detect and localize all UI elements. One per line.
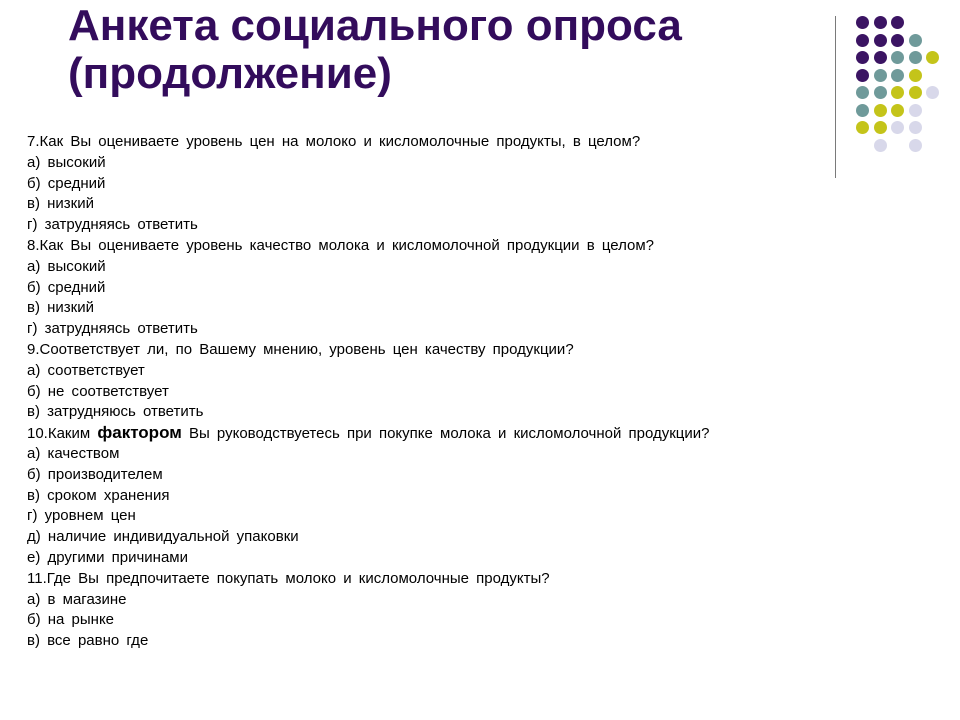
question-11-option-b: б) на рынке bbox=[27, 611, 115, 629]
question-11-text: 11.Где Вы предпочитаете покупать молоко и кисломолочные продукты? bbox=[27, 569, 550, 587]
slide-title-line-2: (продолжение) bbox=[68, 49, 392, 98]
question-10-suffix: Вы руководствуетесь при покупке молока и кисломолочной продукции? bbox=[181, 425, 710, 443]
question-10-text bbox=[27, 423, 927, 444]
decorative-dot bbox=[891, 104, 904, 117]
decorative-dot bbox=[891, 69, 904, 82]
question-block-8 bbox=[27, 236, 927, 340]
question-8-option-c: в) низкий bbox=[27, 299, 94, 317]
decorative-dot bbox=[874, 16, 887, 29]
decorative-dot bbox=[909, 34, 922, 47]
decorative-dot bbox=[856, 69, 869, 82]
decorative-dot bbox=[891, 16, 904, 29]
decorative-dot bbox=[874, 86, 887, 99]
question-10-option-c: в) сроком хранения bbox=[27, 486, 170, 504]
decorative-dot bbox=[909, 69, 922, 82]
decorative-dot bbox=[856, 104, 869, 117]
decorative-dot bbox=[874, 34, 887, 47]
question-block-10 bbox=[27, 423, 927, 569]
question-block-9 bbox=[27, 340, 927, 423]
question-9-option-b: б) не соответствует bbox=[27, 382, 169, 400]
decorative-dot bbox=[909, 51, 922, 64]
question-7-option-d: г) затрудняясь ответить bbox=[27, 216, 198, 234]
question-9-text: 9.Соответствует ли, по Вашему мнению, уровень цен качеству продукции? bbox=[27, 340, 574, 358]
question-11-option-a: а) в магазине bbox=[27, 590, 127, 608]
question-10-emphasis: фактором bbox=[97, 423, 182, 443]
question-10-option-e: д) наличие индивидуальной упаковки bbox=[27, 528, 299, 546]
question-7-option-b: б) средний bbox=[27, 174, 106, 192]
question-7-text: 7.Как Вы оцениваете уровень цен на молоко и кисломолочные продукты, в целом? bbox=[27, 133, 641, 150]
decorative-dot bbox=[856, 16, 869, 29]
question-block-11 bbox=[27, 569, 927, 652]
question-10-option-f: е) другими причинами bbox=[27, 548, 188, 566]
decorative-dot bbox=[856, 86, 869, 99]
question-10-option-d: г) уровнем цен bbox=[27, 507, 136, 525]
decorative-dot bbox=[891, 34, 904, 47]
question-9-option-a: а) соответствует bbox=[27, 361, 145, 379]
decorative-dot bbox=[874, 51, 887, 64]
decorative-dot bbox=[926, 51, 939, 64]
decorative-dot bbox=[926, 86, 939, 99]
decorative-dot bbox=[891, 51, 904, 64]
question-8-option-a: а) высокий bbox=[27, 257, 106, 275]
question-11-option-c: в) все равно где bbox=[27, 632, 149, 650]
questionnaire-body bbox=[27, 132, 927, 652]
question-7-option-c: в) низкий bbox=[27, 195, 94, 213]
question-8-option-b: б) средний bbox=[27, 278, 106, 296]
question-8-text: 8.Как Вы оцениваете уровень качество молока и кисломолочной продукции в целом? bbox=[27, 236, 655, 254]
decorative-dot bbox=[891, 86, 904, 99]
slide-title bbox=[68, 2, 808, 98]
question-7-option-a: а) высокий bbox=[27, 153, 106, 171]
decorative-dot bbox=[909, 86, 922, 99]
question-10-option-a: а) качеством bbox=[27, 444, 120, 462]
question-block-7 bbox=[27, 132, 927, 236]
question-9-option-c: в) затрудняюсь ответить bbox=[27, 403, 204, 421]
question-10-prefix: 10.Каким bbox=[27, 425, 98, 443]
slide-title-line-1: Анкета социального опроса bbox=[68, 1, 682, 50]
decorative-dot bbox=[874, 69, 887, 82]
decorative-dot bbox=[856, 34, 869, 47]
decorative-dot bbox=[874, 104, 887, 117]
question-10-option-b: б) производителем bbox=[27, 465, 163, 483]
question-8-option-d: г) затрудняясь ответить bbox=[27, 320, 198, 338]
decorative-dot bbox=[909, 104, 922, 117]
decorative-dot bbox=[856, 51, 869, 64]
